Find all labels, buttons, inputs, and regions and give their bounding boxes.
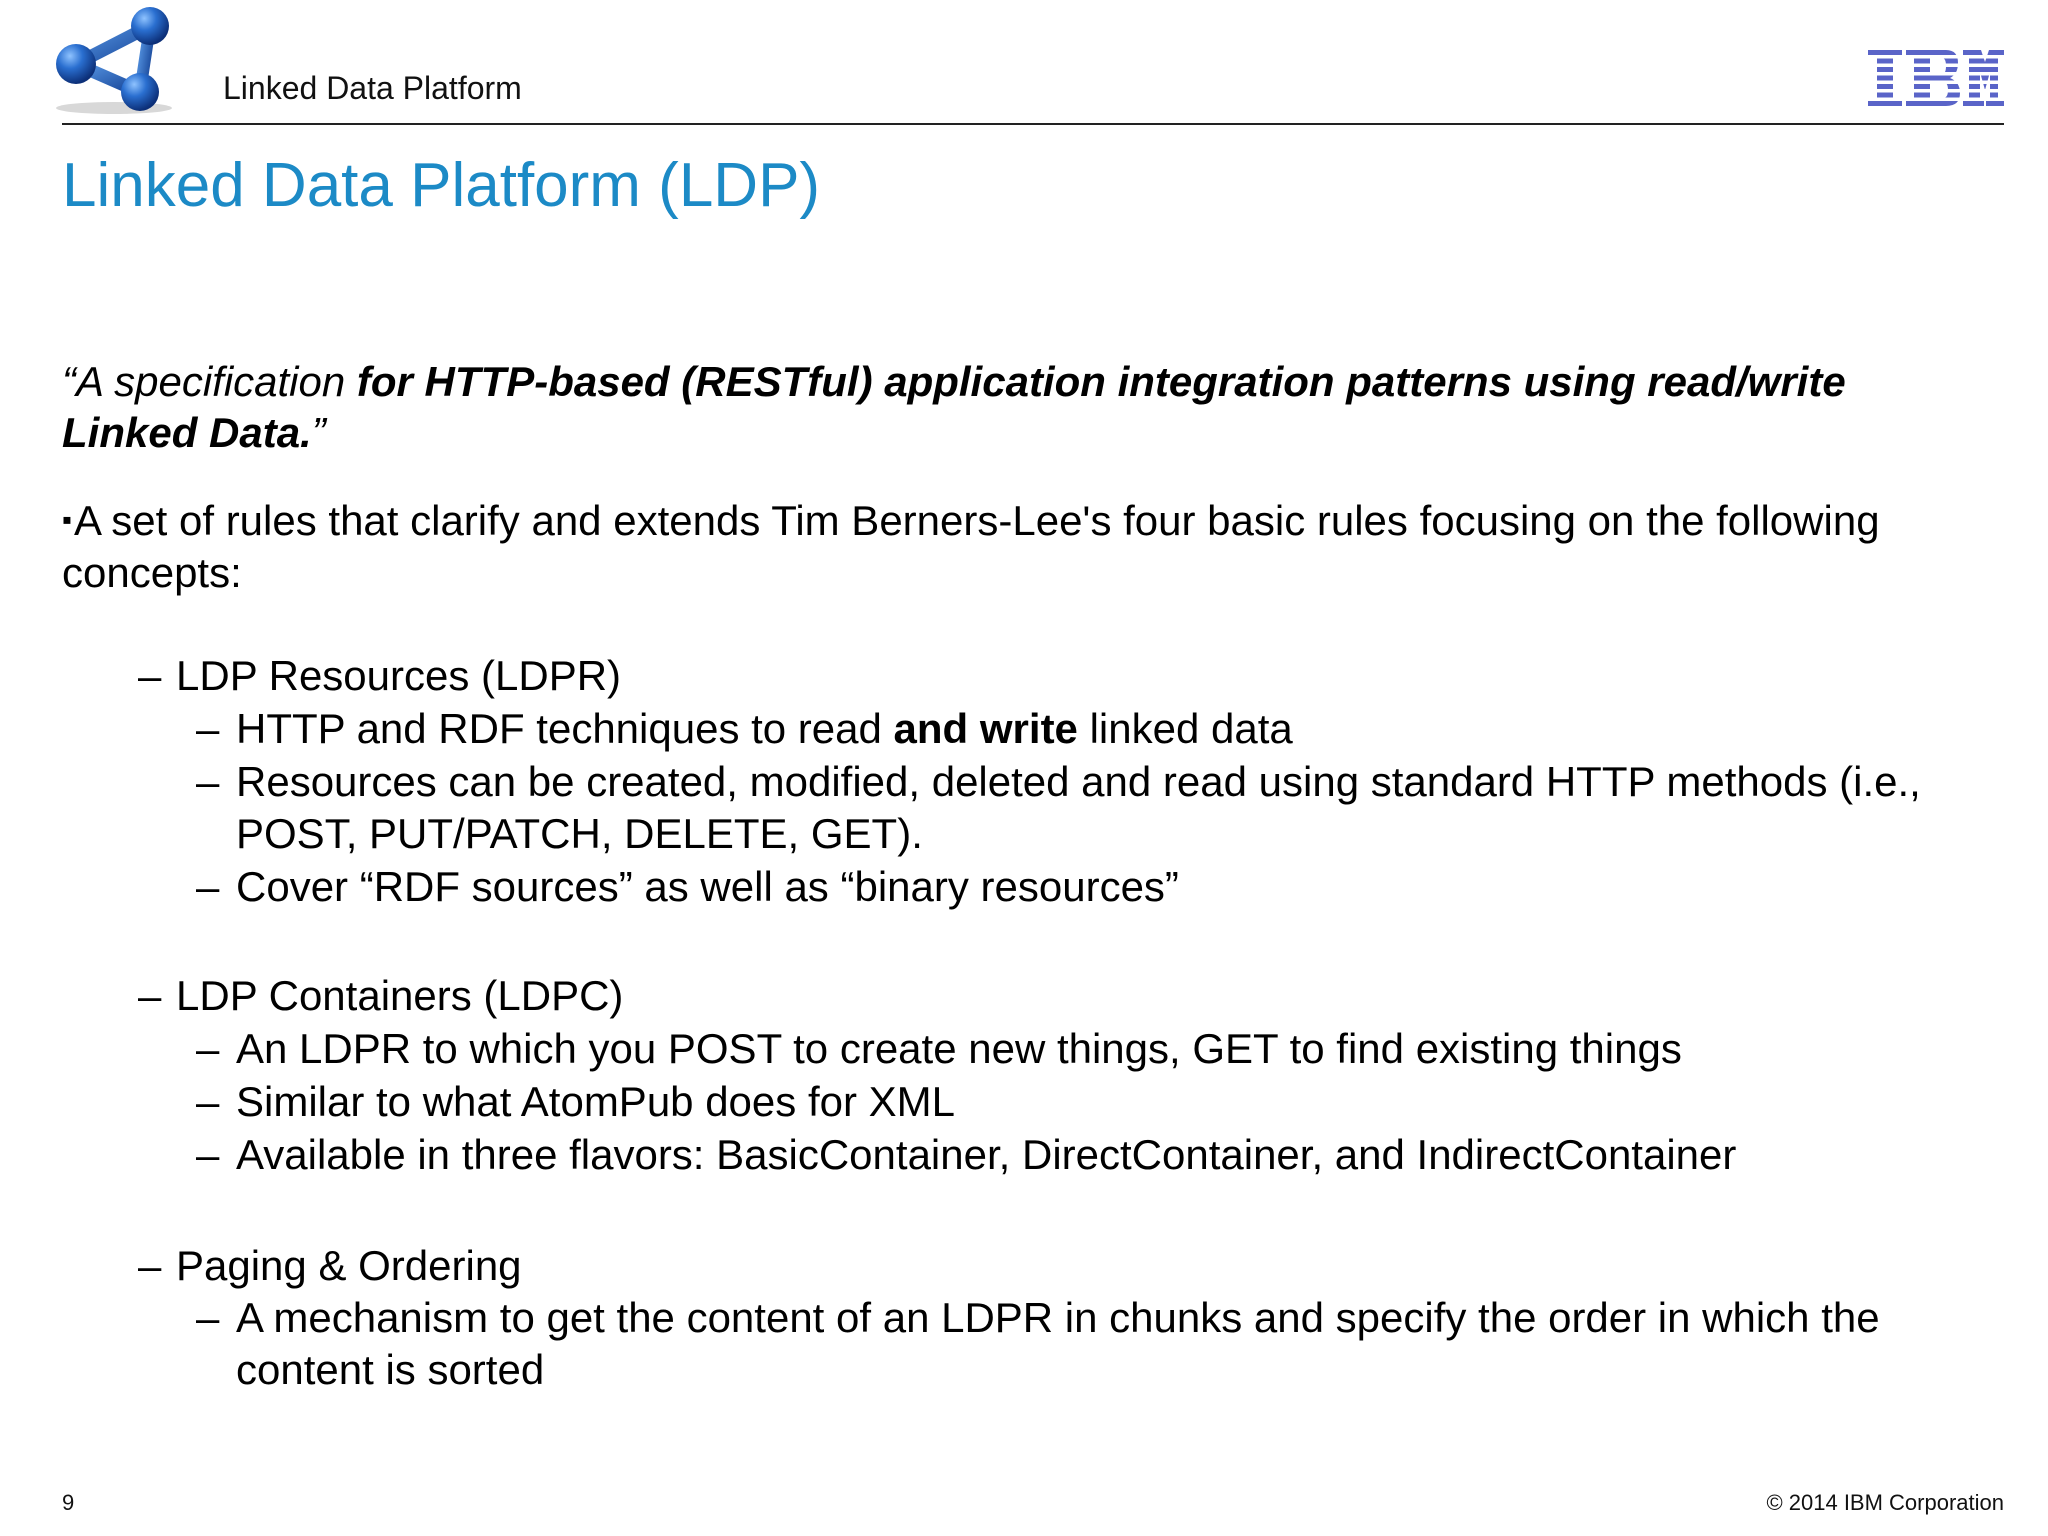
list-item-text: Resources can be created, modified, deleted and read using standard HTTP methods (i.e., POST, PUT/PATCH, DELETE, GET). <box>236 758 1921 857</box>
dash-marker: – <box>138 652 162 699</box>
quote-open: “A specification <box>62 358 357 405</box>
section-heading-text: Paging & Ordering <box>176 1242 522 1289</box>
page-title: Linked Data Platform (LDP) <box>62 151 821 220</box>
section-heading-text: LDP Resources (LDPR) <box>176 652 622 699</box>
square-bullet-icon: ▪ <box>62 504 72 535</box>
header-divider <box>62 123 2004 125</box>
quote-close: ” <box>311 409 326 456</box>
dash-marker: – <box>196 705 220 752</box>
section-heading <box>138 650 1958 702</box>
list-item <box>196 1076 2036 1128</box>
section-heading <box>138 970 1958 1022</box>
list-item-text: An LDPR to which you POST to create new things, GET to find existing things <box>236 1025 1682 1072</box>
list-item-bold: and write <box>893 705 1078 752</box>
definition-quote <box>62 356 1942 458</box>
list-item <box>196 756 2036 860</box>
list-item-text: A mechanism to get the content of an LDPR in chunks and specify the order in which the content is sorted <box>236 1294 1880 1393</box>
list-item <box>196 861 2036 913</box>
section-heading-text: LDP Containers (LDPC) <box>176 972 624 1019</box>
dash-marker: – <box>138 1242 162 1289</box>
list-item <box>196 1023 2036 1075</box>
dash-marker: – <box>196 1078 220 1125</box>
dash-marker: – <box>196 863 220 910</box>
dash-marker: – <box>196 758 220 805</box>
list-item-text: HTTP and RDF techniques to read <box>236 705 894 752</box>
page-number: 9 <box>62 1490 75 1515</box>
list-item-text: Cover “RDF sources” as well as “binary resources” <box>236 863 1179 910</box>
main-bullet-text: A set of rules that clarify and extends Tim Berners-Lee's four basic rules focusing on the following concepts: <box>62 497 1880 596</box>
molecule-network-icon <box>52 4 182 116</box>
dash-marker: – <box>138 972 162 1019</box>
list-item-text: linked data <box>1077 705 1293 752</box>
list-item-text: Similar to what AtomPub does for XML <box>236 1078 955 1125</box>
dash-marker: – <box>196 1131 220 1178</box>
list-item <box>196 1129 2036 1181</box>
list-item <box>196 1292 1996 1396</box>
list-item-text: Available in three flavors: BasicContainer, DirectContainer, and IndirectContainer <box>236 1131 1737 1178</box>
quote-bold: for HTTP-based (RESTful) application integration patterns using read/write Linked Data. <box>62 358 1846 456</box>
section-heading <box>138 1240 1958 1292</box>
ibm-logo-icon <box>1868 50 2004 106</box>
list-item <box>196 703 2036 755</box>
header-title: Linked Data Platform <box>223 70 522 106</box>
dash-marker: – <box>196 1025 220 1072</box>
dash-marker: – <box>196 1294 220 1341</box>
main-bullet <box>62 494 1942 599</box>
copyright: © 2014 IBM Corporation <box>1766 1490 2004 1515</box>
